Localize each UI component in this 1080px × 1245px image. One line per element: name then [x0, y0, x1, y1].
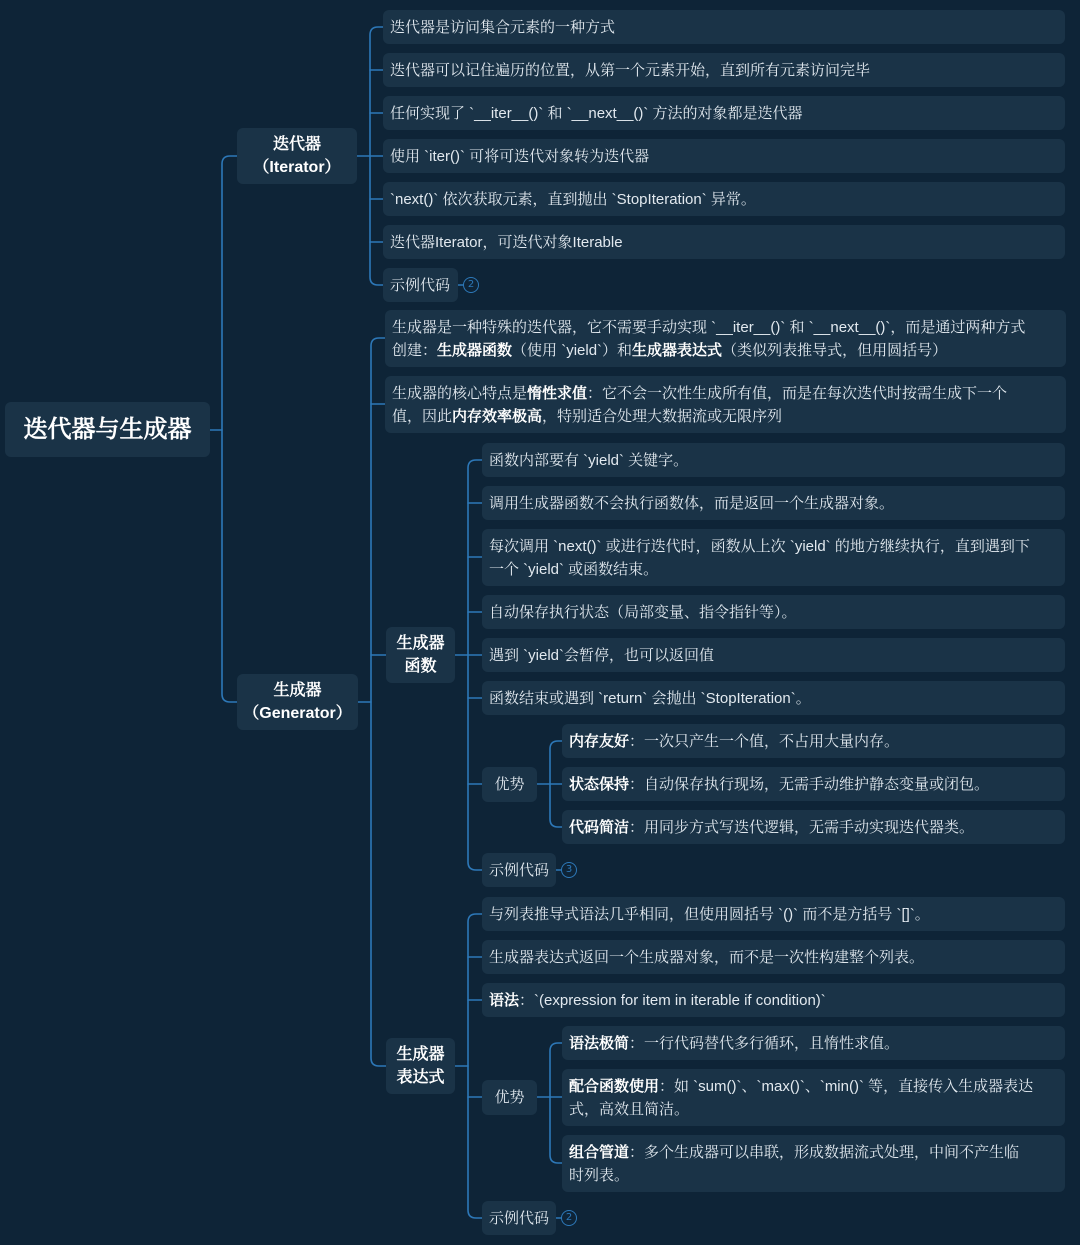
expression-point-1[interactable]	[482, 897, 1065, 931]
emphasis-text: 内存友好	[569, 732, 630, 750]
example-code-label: 示例代码	[489, 1209, 550, 1227]
expression-advantage-3[interactable]	[562, 1135, 1065, 1192]
expression-example-code[interactable]	[482, 1201, 556, 1235]
advantages-label: 优势	[494, 776, 525, 793]
point-text-line-1: 生成器是一种特殊的迭代器，它不需要手动实现 `__iter__()` 和 `__next__()`，而是通过两种方式	[392, 318, 1026, 336]
point-text-line-1	[569, 1141, 1058, 1164]
text-segment: 创建：	[392, 341, 438, 359]
text-segment: ：一行代码替代多行循环，且惰性求值。	[629, 1034, 900, 1052]
expression-syntax[interactable]	[482, 983, 1065, 1017]
collapsed-count-badge[interactable]: 2	[463, 277, 479, 293]
point-text	[489, 989, 1058, 1012]
text-segment: ：多个生成器可以串联，形成数据流式处理，中间不产生临	[629, 1143, 1020, 1161]
function-point-5[interactable]	[482, 638, 1065, 672]
emphasis-text: 状态保持	[569, 775, 630, 793]
point-text	[569, 1032, 1058, 1055]
function-point-6[interactable]	[482, 681, 1065, 715]
expression-point-2[interactable]	[482, 940, 1065, 974]
generator-core-feature[interactable]	[385, 376, 1066, 433]
emphasis-text: 生成器函数	[437, 341, 513, 359]
iterator-point-1[interactable]	[383, 10, 1065, 44]
text-segment: ：一次只产生一个值，不占用大量内存。	[629, 732, 900, 750]
text-segment: ：如 `sum()`、`max()`、`min()` 等，直接传入生成器表达	[659, 1077, 1034, 1095]
emphasis-text: 语法极简	[569, 1034, 630, 1052]
collapsed-count-badge[interactable]: 3	[561, 862, 577, 878]
text-segment: 生成器的核心特点是	[392, 384, 528, 402]
point-text: 使用 `iter()` 可将可迭代对象转为迭代器	[390, 147, 650, 165]
topic-generator[interactable]	[237, 674, 358, 730]
emphasis-text: 组合管道	[569, 1143, 630, 1161]
point-text: 函数结束或遇到 `return` 会抛出 `StopIteration`。	[489, 689, 811, 707]
point-text: 遇到 `yield`会暂停，也可以返回值	[489, 646, 715, 664]
root-topic[interactable]	[5, 402, 210, 457]
emphasis-text: 惰性求值	[527, 384, 588, 402]
text-segment: 值，因此	[392, 407, 453, 425]
function-point-1[interactable]	[482, 443, 1065, 477]
emphasis-text: 语法	[489, 991, 520, 1009]
iterator-point-5[interactable]	[383, 182, 1065, 216]
text-segment: ：它不会一次性生成所有值，而是在每次迭代时按需生成下一个	[587, 384, 1008, 402]
point-text	[569, 773, 1058, 796]
expression-advantage-2[interactable]	[562, 1069, 1065, 1126]
topic-subtitle: 函数	[404, 658, 437, 675]
connector	[468, 460, 482, 870]
point-text-line-2: 时列表。	[569, 1166, 630, 1184]
point-text: 任何实现了 `__iter__()` 和 `__next__()` 方法的对象都是迭代器	[390, 104, 803, 122]
text-segment: ：`(expression for item in iterable if condition)`	[519, 991, 826, 1009]
example-code-label: 示例代码	[390, 276, 451, 294]
connector	[550, 1043, 562, 1163]
text-segment: （类似列表推导式，但用圆括号）	[722, 341, 948, 359]
function-point-2[interactable]	[482, 486, 1065, 520]
example-code-label: 示例代码	[489, 861, 550, 879]
function-point-3[interactable]	[482, 529, 1065, 586]
point-text-line-1	[392, 382, 1059, 405]
point-text	[569, 816, 1058, 839]
function-advantage-1[interactable]	[562, 724, 1065, 758]
topic-title: 迭代器	[272, 136, 321, 153]
point-text: 调用生成器函数不会执行函数体，而是返回一个生成器对象。	[489, 494, 895, 512]
iterator-point-4[interactable]	[383, 139, 1065, 173]
point-text-line-1: 每次调用 `next()` 或进行迭代时，函数从上次 `yield` 的地方继续执行，直到遇到下	[489, 537, 1030, 555]
iterator-example-code[interactable]	[383, 268, 458, 302]
generator-definition[interactable]	[385, 310, 1066, 367]
emphasis-text: 配合函数使用	[569, 1077, 660, 1095]
text-segment: ：自动保存执行现场，无需手动维护静态变量或闭包。	[629, 775, 990, 793]
text-segment: ：用同步方式写迭代逻辑，无需手动实现迭代器类。	[629, 818, 975, 836]
topic-iterator[interactable]	[237, 128, 357, 184]
text-segment: ，特别适合处理大数据流或无限序列	[542, 407, 783, 425]
point-text: 函数内部要有 `yield` 关键字。	[489, 451, 689, 469]
connector	[222, 156, 237, 702]
point-text-line-2: 一个 `yield` 或函数结束。	[489, 560, 659, 578]
point-text: 迭代器可以记住遍历的位置，从第一个元素开始，直到所有元素访问完毕	[390, 61, 871, 79]
emphasis-text: 生成器表达式	[632, 341, 723, 359]
advantages-label: 优势	[494, 1089, 525, 1106]
iterator-point-6[interactable]	[383, 225, 1065, 259]
point-text-line-2	[392, 405, 1059, 428]
point-text: 生成器表达式返回一个生成器对象，而不是一次性构建整个列表。	[489, 948, 925, 966]
function-advantage-2[interactable]	[562, 767, 1065, 801]
connector	[371, 338, 386, 1066]
point-text-line-2	[392, 339, 1059, 362]
point-text	[569, 730, 1058, 753]
connector	[468, 914, 482, 1218]
point-text: `next()` 依次获取元素，直到抛出 `StopIteration` 异常。	[390, 190, 756, 208]
topic-subtitle: 表达式	[396, 1069, 445, 1086]
text-segment: （使用 `yield`）和	[512, 341, 633, 359]
collapsed-count-badge[interactable]: 2	[561, 1210, 577, 1226]
topic-generator-function[interactable]	[386, 627, 455, 683]
function-point-4[interactable]	[482, 595, 1065, 629]
point-text: 迭代器Iterator，可迭代对象Iterable	[390, 233, 623, 251]
root-topic-label: 迭代器与生成器	[23, 415, 192, 443]
iterator-point-3[interactable]	[383, 96, 1065, 130]
point-text: 自动保存执行状态（局部变量、指令指针等）。	[489, 603, 797, 621]
function-example-code[interactable]	[482, 853, 556, 887]
function-advantage-3[interactable]	[562, 810, 1065, 844]
function-advantages[interactable]	[482, 767, 537, 802]
topic-title: 生成器	[396, 635, 445, 652]
topic-generator-expression[interactable]	[386, 1038, 455, 1094]
emphasis-text: 内存效率极高	[452, 407, 543, 425]
point-text-line-1	[569, 1075, 1058, 1098]
point-text: 与列表推导式语法几乎相同，但使用圆括号 `()` 而不是方括号 `[]`。	[489, 905, 930, 923]
point-text-line-2: 式，高效且简洁。	[569, 1100, 690, 1118]
topic-title: 生成器	[273, 682, 322, 699]
expression-advantage-1[interactable]	[562, 1026, 1065, 1060]
topic-subtitle: （Iterator）	[253, 159, 341, 176]
expression-advantages[interactable]	[482, 1080, 537, 1115]
point-text: 迭代器是访问集合元素的一种方式	[390, 18, 616, 36]
emphasis-text: 代码简洁	[569, 818, 630, 836]
topic-title: 生成器	[396, 1046, 445, 1063]
iterator-point-2[interactable]	[383, 53, 1065, 87]
topic-subtitle: （Generator）	[243, 705, 352, 722]
